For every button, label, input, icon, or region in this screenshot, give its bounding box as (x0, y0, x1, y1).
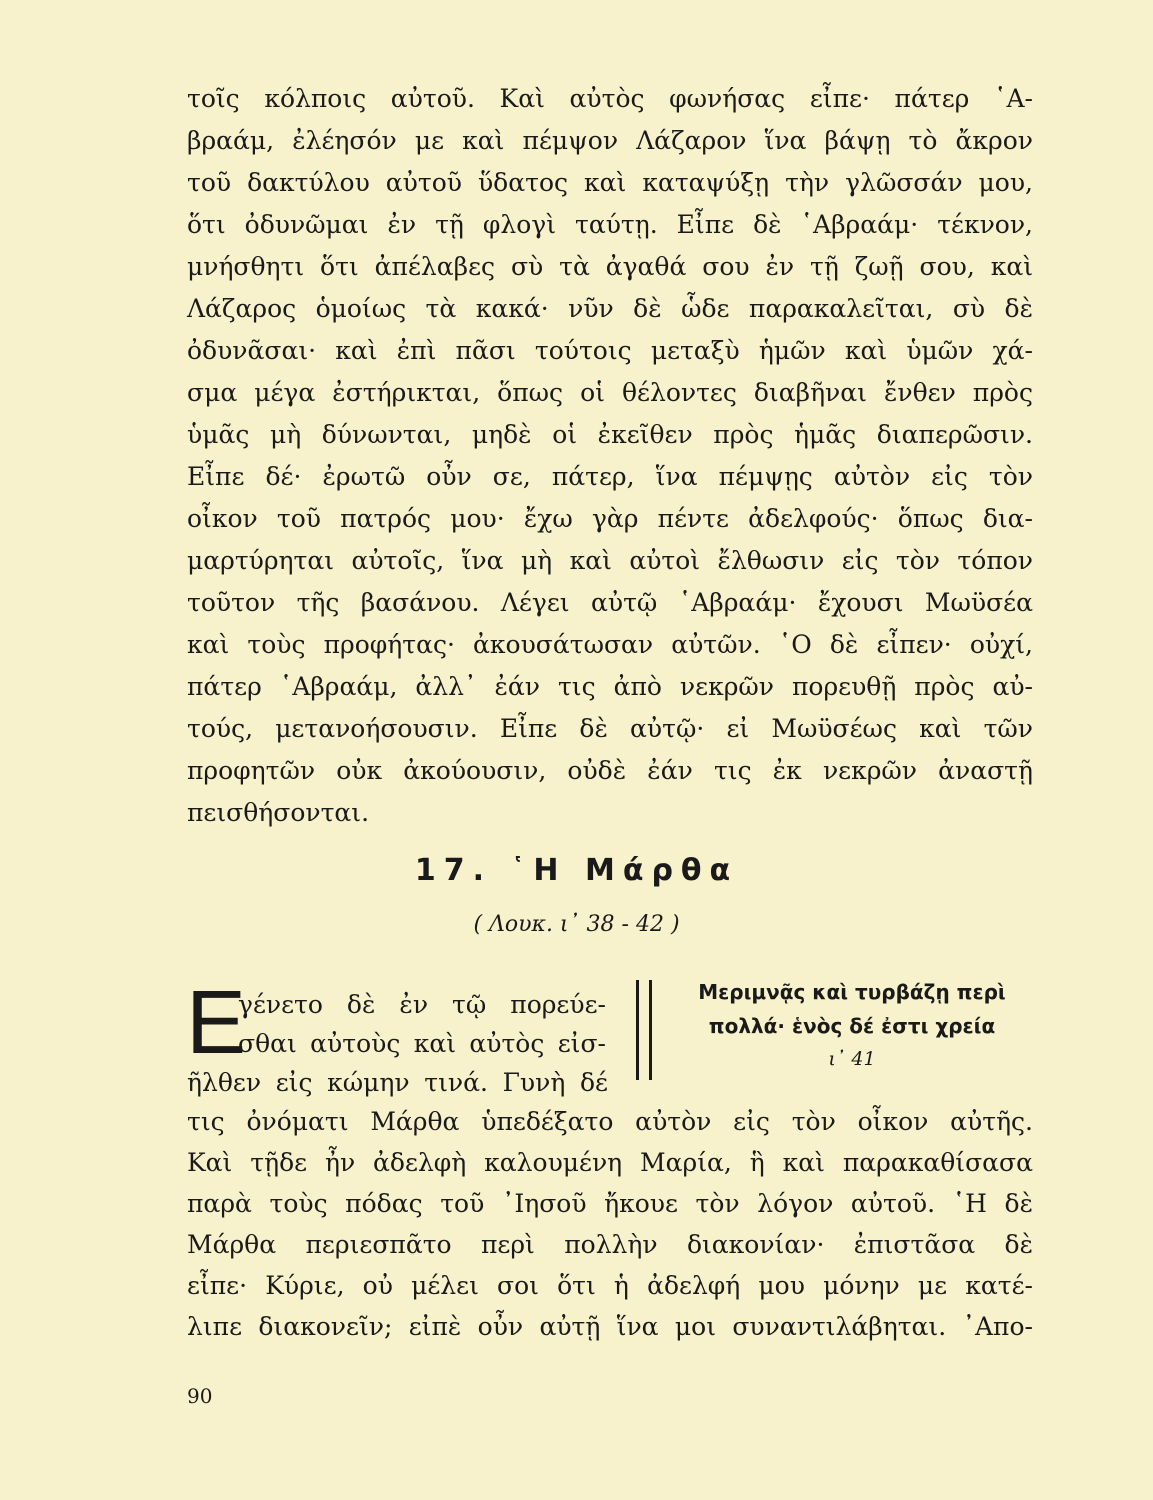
text-line: παρὰ τοὺς πόδας τοῦ ᾽Ιησοῦ ἤκουε τὸν λόγον αὐτοῦ. ῾Η δὲ (187, 1189, 1033, 1218)
sidenote-line: Μεριμνᾷς καὶ τυρβάζῃ περὶ (698, 980, 1006, 1004)
text-line: προφητῶν οὐκ ἀκούουσιν, οὐδὲ ἐάν τις ἐκ νεκρῶν ἀναστῇ (187, 756, 1033, 785)
text-line: Καὶ τῇδε ἦν ἀδελφὴ καλουμένη Μαρία, ἣ καὶ παρακαθίσασα (187, 1148, 1033, 1177)
text-line: οἶκον τοῦ πατρός μου· ἔχω γὰρ πέντε ἀδελφούς· ὅπως δια- (187, 504, 1033, 533)
text-line: ὑμᾶς μὴ δύνωνται, μηδὲ οἱ ἐκεῖθεν πρὸς ἡμᾶς διαπερῶσιν. (187, 420, 1033, 449)
text-line: τις ὀνόματι Μάρθα ὑπεδέξατο αὐτὸν εἰς τὸν οἶκον αὐτῆς. (187, 1107, 1033, 1136)
text-line: ὀδυνᾶσαι· καὶ ἐπὶ πᾶσι τούτοις μεταξὺ ἡμῶν καὶ ὑμῶν χά- (187, 336, 1033, 365)
sidenote-reference: ι᾽ 41 (828, 1048, 876, 1070)
text-line: ὅτι ὀδυνῶμαι ἐν τῇ φλογὶ ταύτῃ. Εἶπε δὲ ῾Αβραάμ· τέκνον, (187, 210, 1033, 239)
text-line: πάτερ ῾Αβραάμ, ἀλλ᾽ ἐάν τις ἀπὸ νεκρῶν πορευθῇ πρὸς αὐ- (187, 672, 1033, 701)
text-line: τοῖς κόλποις αὐτοῦ. Καὶ αὐτὸς φωνήσας εἶπε· πάτερ ῾Α- (187, 84, 1033, 113)
sidenote-line: πολλά· ἑνὸς δέ ἐστι χρεία (708, 1014, 996, 1038)
intro-line: σθαι αὐτοὺς καὶ αὐτὸς εἰσ- (238, 1029, 606, 1058)
divider-bar (649, 980, 652, 1080)
text-line: εἶπε· Κύριε, οὐ μέλει σοι ὅτι ἡ ἀδελφή μου μόνην με κατέ- (187, 1271, 1033, 1300)
text-line: μαρτύρηται αὐτοῖς, ἵνα μὴ καὶ αὐτοὶ ἔλθωσιν εἰς τὸν τόπον (187, 546, 1033, 575)
intro-line: ῆλθεν εἰς κώμην τινά. Γυνὴ δέ (187, 1068, 608, 1097)
text-line: λιπε διακονεῖν; εἰπὲ οὖν αὐτῇ ἵνα μοι συναντιλάβηται. ᾽Απο- (187, 1312, 1033, 1341)
text-line: τοῦ δακτύλου αὐτοῦ ὕδατος καὶ καταψύξῃ τὴν γλῶσσάν μου, (187, 168, 1033, 197)
page-number: 90 (187, 1384, 213, 1408)
text-line: τούς, μετανοήσουσιν. Εἶπε δὲ αὐτῷ· εἰ Μωϋσέως καὶ τῶν (187, 714, 1033, 743)
drop-cap: Ε (186, 973, 247, 1073)
text-line: βραάμ, ἐλέησόν με καὶ πέμψον Λάζαρον ἵνα βάψῃ τὸ ἄκρον (187, 126, 1033, 155)
text-line: μνήσθητι ὅτι ἀπέλαβες σὺ τὰ ἀγαθά σου ἐν τῇ ζωῇ σου, καὶ (187, 252, 1033, 281)
section-heading: 17. ῾Η Μάρθα (414, 853, 739, 888)
text-line: Εἶπε δέ· ἐρωτῶ οὖν σε, πάτερ, ἵνα πέμψῃς αὐτὸν εἰς τὸν (187, 462, 1033, 491)
text-line: Μάρθα περιεσπᾶτο περὶ πολλὴν διακονίαν· ἐπιστᾶσα δὲ (187, 1230, 1033, 1259)
text-line: τοῦτον τῆς βασάνου. Λέγει αὐτῷ ῾Αβραάμ· ἔχουσι Μωϋσέα (187, 588, 1033, 617)
divider-bar (636, 980, 639, 1080)
text-line: καὶ τοὺς προφήτας· ἀκουσάτωσαν αὐτῶν. ῾Ο δὲ εἶπεν· οὐχί, (187, 630, 1033, 659)
text-line: σμα μέγα ἐστήρικται, ὅπως οἱ θέλοντες διαβῆναι ἔνθεν πρὸς (187, 378, 1033, 407)
text-line: Λάζαρος ὁμοίως τὰ κακά· νῦν δὲ ὧδε παρακαλεῖται, σὺ δὲ (187, 294, 1033, 323)
text-line: πεισθήσονται. (187, 798, 370, 827)
intro-line: γένετο δὲ ἐν τῷ πορεύε- (238, 990, 606, 1019)
section-reference: ( Λουκ. ι᾽ 38 - 42 ) (473, 912, 680, 937)
